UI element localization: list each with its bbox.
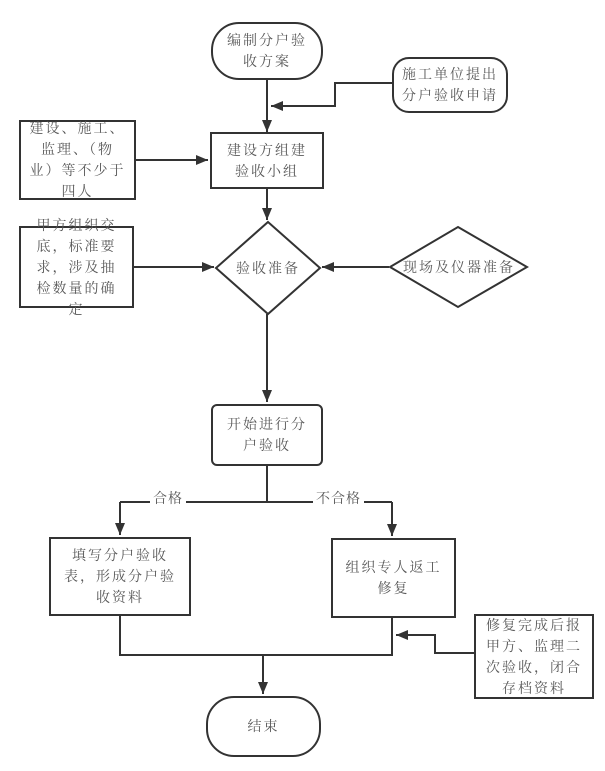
branch-label-pass: 合格 — [150, 489, 186, 507]
edge-repair-note-to-rework-line — [396, 635, 474, 653]
node-end[interactable]: 结束 — [206, 696, 321, 757]
node-begin[interactable]: 开始进行分户验收 — [211, 404, 323, 466]
edge-apply-to-main-line — [271, 83, 392, 106]
node-repair-note[interactable]: 修复完成后报甲方、监理二次验收，闭合存档资料 — [474, 614, 594, 699]
node-site-prep-label: 现场及仪器准备 — [403, 258, 515, 275]
branch-label-fail: 不合格 — [313, 489, 364, 507]
node-prep-label: 验收准备 — [236, 259, 300, 276]
node-apply[interactable]: 施工单位提出分户验收申请 — [392, 57, 508, 113]
edge-rework-merge — [263, 618, 392, 655]
node-team-note[interactable]: 建设、施工、监理、（物业）等不少于四人 — [19, 120, 136, 200]
edge-fill-form-merge — [120, 616, 263, 655]
node-brief-note[interactable]: 甲方组织交底，标准要求，涉及抽检数量的确定 — [19, 226, 134, 308]
node-start[interactable]: 编制分户验收方案 — [211, 22, 323, 80]
node-form-team[interactable]: 建设方组建验收小组 — [210, 132, 324, 189]
node-rework[interactable]: 组织专人返工修复 — [331, 538, 456, 618]
node-fill-form[interactable]: 填写分户验收表，形成分户验收资料 — [49, 537, 191, 616]
